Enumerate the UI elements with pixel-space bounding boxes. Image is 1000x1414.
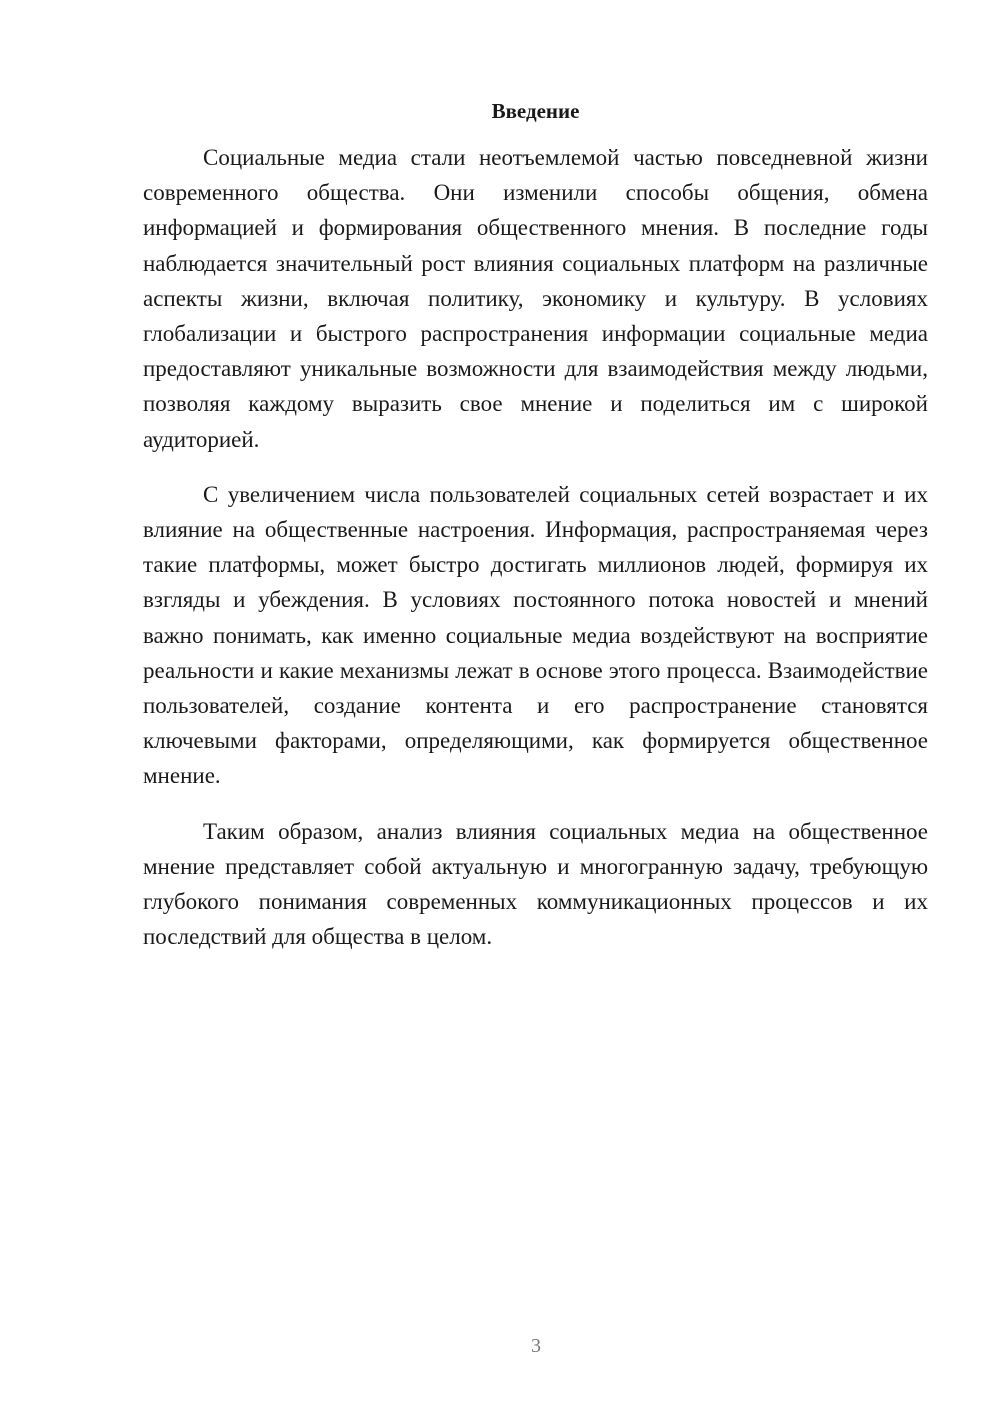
page-content (143, 96, 928, 974)
section-heading: Введение (491, 99, 580, 123)
paragraph-3: Таким образом, анализ влияния социальных медиа на общественное мнение представляет собой актуальную и многогранную задачу, требующую глубокого понимания современных коммуникационных процессов и их последствий для общества в целом. (143, 818, 928, 950)
paragraph-2: С увеличением числа пользователей социальных сетей возрастает и их влияние на общественные настроения. Информация, распространяемая через такие платформы, может быстро достигать миллионов людей, формируя их взгляды и убеждения. В условиях постоянного потока новостей и мнений важно понимать, как именно социальные медиа воздействуют на восприятие реальности и какие механизмы лежат в основе этого процесса. Взаимодействие пользователей, создание контента и его распространение становятся ключевыми факторами, определяющими, как формируется общественное мнение. (143, 481, 928, 789)
page-number: 3 (531, 1335, 541, 1357)
paragraph-1: Социальные медиа стали неотъемлемой частью повседневной жизни современного общества. Они изменили способы общения, обмена информацией и формирования общественного мнения. В последние годы наблюдается значительный рост влияния социальных платформ на различные аспекты жизни, включая политику, экономику и культуру. В условиях глобализации и быстрого распространения информации социальные медиа предоставляют уникальные возможности для взаимодействия между людьми, позволяя каждому выразить свое мнение и поделиться им с широкой аудиторией. (143, 145, 928, 452)
